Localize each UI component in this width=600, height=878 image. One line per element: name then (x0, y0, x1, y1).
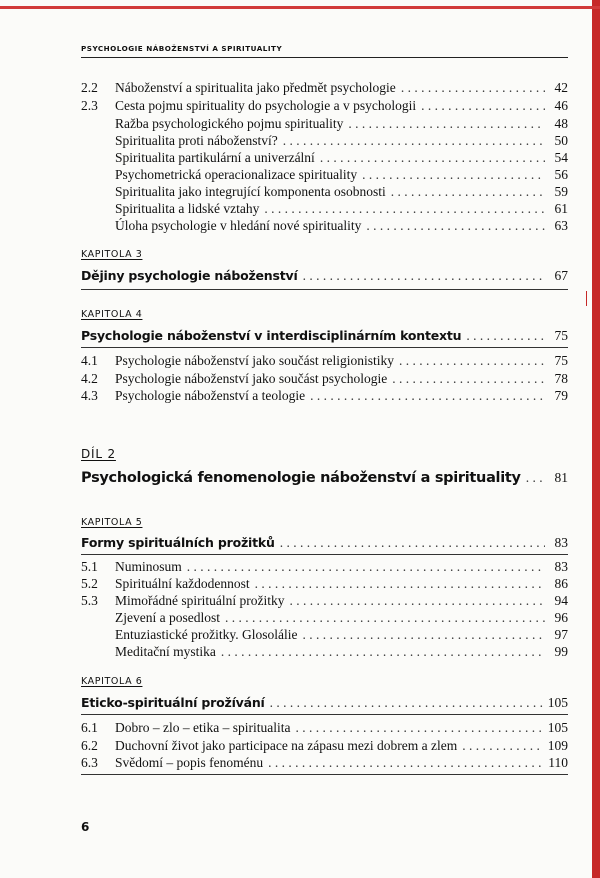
red-edge-mark (586, 291, 587, 306)
leader-dots (221, 644, 545, 660)
chapter-title: Eticko-spirituální prožívání (81, 695, 265, 710)
leader-dots (399, 353, 545, 369)
toc-entry (81, 559, 568, 575)
toc-subentry (115, 218, 568, 234)
toc-entry (81, 720, 568, 736)
toc-entry-title: Mimořádné spirituální prožitky (115, 593, 285, 608)
toc-entry (81, 388, 568, 404)
toc-entry-title: Úloha psychologie v hledání nové spirituality (115, 218, 362, 233)
toc-entry-page: 46 (554, 98, 568, 113)
toc-entry-title: Ražba psychologického pojmu spirituality (115, 116, 344, 131)
toc-entry-page: 79 (554, 388, 568, 403)
red-top-line (0, 6, 600, 9)
leader-dots (421, 98, 545, 114)
chapter-title: Formy spirituálních prožitků (81, 535, 275, 550)
toc-entry-page: 97 (554, 627, 568, 642)
toc-entry-title: Spirituální každodennost (115, 576, 250, 591)
toc-entry-number: 5.2 (81, 576, 98, 591)
leader-dots (362, 167, 545, 183)
toc-entry-page: 59 (554, 184, 568, 199)
toc-entry-page: 42 (554, 80, 568, 95)
leader-dots (462, 738, 543, 754)
toc-entry-page: 94 (554, 593, 568, 608)
leader-dots (303, 268, 545, 284)
leader-dots (526, 470, 545, 486)
leader-dots (295, 720, 542, 736)
toc-entry-title: Meditační mystika (115, 644, 216, 659)
toc-entry-title: Spiritualita partikulární a univerzální (115, 150, 315, 165)
toc-entry-title: Numinosum (115, 559, 182, 574)
toc-entry-title: Entuziastické prožitky. Glosolálie (115, 627, 298, 642)
chapter-rule (81, 347, 568, 348)
toc-entry-title: Spiritualita jako integrující komponenta osobnosti (115, 184, 386, 199)
toc-entry-title: Psychologie náboženství jako součást religionistiky (115, 353, 394, 368)
toc-entry-title: Psychologie náboženství jako součást psychologie (115, 371, 388, 386)
toc-subentry (115, 116, 568, 132)
toc-subentry (115, 133, 568, 149)
leader-dots (280, 535, 545, 551)
toc-entry-number: 5.3 (81, 593, 98, 608)
toc-entry-page: 63 (554, 218, 568, 233)
chapter-heading (81, 695, 568, 711)
toc-entry-page: 86 (554, 576, 568, 591)
toc-entry-title: Spiritualita proti náboženství? (115, 133, 278, 148)
chapter-rule (81, 289, 568, 290)
running-head: PSYCHOLOGIE NÁBOŽENSTVÍ A SPIRITUALITY (81, 44, 283, 53)
toc-subentry (115, 644, 568, 660)
chapter-heading (81, 535, 568, 551)
toc-entry-page: 110 (548, 755, 568, 770)
toc-entry-title: Zjevení a posedlost (115, 610, 220, 625)
toc-entry-page: 109 (547, 738, 568, 753)
toc-entry-page: 54 (554, 150, 568, 165)
chapter-title: Psychologie náboženství v interdisciplinárním kontextu (81, 328, 462, 343)
leader-dots (310, 388, 545, 404)
toc-entry-number: 4.3 (81, 388, 98, 403)
toc-entry-page: 61 (554, 201, 568, 216)
chapter-label: KAPITOLA 4 (81, 309, 143, 320)
toc-entry (81, 353, 568, 369)
leader-dots (268, 755, 543, 771)
leader-dots (270, 695, 543, 711)
toc-entry (81, 371, 568, 387)
toc-subentry (115, 184, 568, 200)
leader-dots (392, 371, 545, 387)
toc-entry (81, 80, 568, 96)
chapter-label: KAPITOLA 5 (81, 517, 143, 528)
part-label: DÍL 2 (81, 447, 116, 461)
leader-dots (225, 610, 545, 626)
page-number: 6 (81, 820, 90, 834)
chapter-heading (81, 328, 568, 344)
toc-entry (81, 738, 568, 754)
leader-dots (302, 627, 545, 643)
leader-dots (401, 80, 545, 96)
toc-entry-title: Náboženství a spiritualita jako předmět psychologie (115, 80, 396, 95)
toc-entry-number: 6.2 (81, 738, 98, 753)
toc-entry-page: 48 (554, 116, 568, 131)
leader-dots (255, 576, 545, 592)
toc-entry-page: 83 (554, 559, 568, 574)
toc-entry-number: 4.1 (81, 353, 98, 368)
toc-subentry (115, 627, 568, 643)
leader-dots (348, 116, 545, 132)
toc-entry-page: 96 (554, 610, 568, 625)
part-heading (81, 470, 568, 486)
chapter-label: KAPITOLA 6 (81, 676, 143, 687)
toc-entry-number: 5.1 (81, 559, 98, 574)
chapter-rule (81, 714, 568, 715)
toc-entry-title: Svědomí – popis fenoménu (115, 755, 264, 770)
chapter-title: Dějiny psychologie náboženství (81, 268, 298, 283)
toc-entry-number: 6.1 (81, 720, 98, 735)
toc-entry-page: 105 (547, 720, 568, 735)
toc-entry-number: 6.3 (81, 755, 98, 770)
toc-entry-number: 4.2 (81, 371, 98, 386)
running-head-rule (81, 57, 568, 58)
toc-entry-title: Spiritualita a lidské vztahy (115, 201, 260, 216)
chapter-rule (81, 554, 568, 555)
red-edge-bar (592, 0, 600, 878)
toc-entry-page: 99 (554, 644, 568, 659)
part-title: Psychologická fenomenologie náboženství a spirituality (81, 470, 521, 486)
leader-dots (289, 593, 545, 609)
toc-entry-page: 56 (554, 167, 568, 182)
toc-entry-page: 78 (554, 371, 568, 386)
toc-entry-title: Dobro – zlo – etika – spiritualita (115, 720, 291, 735)
toc-entry-title: Psychologie náboženství a teologie (115, 388, 306, 403)
toc-entry-page: 75 (554, 353, 568, 368)
chapter-label: KAPITOLA 3 (81, 249, 143, 260)
leader-dots (466, 328, 545, 344)
toc-entry-page: 50 (554, 133, 568, 148)
toc-subentry (115, 150, 568, 166)
leader-dots (283, 133, 545, 149)
toc-entry (81, 755, 568, 771)
part-page: 81 (554, 470, 568, 485)
leader-dots (366, 218, 545, 234)
leader-dots (391, 184, 545, 200)
leader-dots (264, 201, 545, 217)
toc-subentry (115, 610, 568, 626)
chapter-rule (81, 774, 568, 775)
toc-subentry (115, 167, 568, 183)
toc-entry-title: Cesta pojmu spirituality do psychologie a v psychologii (115, 98, 417, 113)
toc-entry-title: Psychometrická operacionalizace spirituality (115, 167, 358, 182)
toc-entry-title: Duchovní život jako participace na zápasu mezi dobrem a zlem (115, 738, 458, 753)
chapter-page: 67 (554, 268, 568, 283)
toc-subentry (115, 201, 568, 217)
toc-entry (81, 576, 568, 592)
chapter-page: 75 (554, 328, 568, 343)
chapter-heading (81, 268, 568, 284)
toc-entry-number: 2.2 (81, 80, 98, 95)
chapter-page: 83 (554, 535, 568, 550)
leader-dots (320, 150, 545, 166)
leader-dots (187, 559, 545, 575)
toc-entry (81, 98, 568, 114)
chapter-page: 105 (547, 695, 568, 710)
toc-entry (81, 593, 568, 609)
toc-entry-number: 2.3 (81, 98, 98, 113)
